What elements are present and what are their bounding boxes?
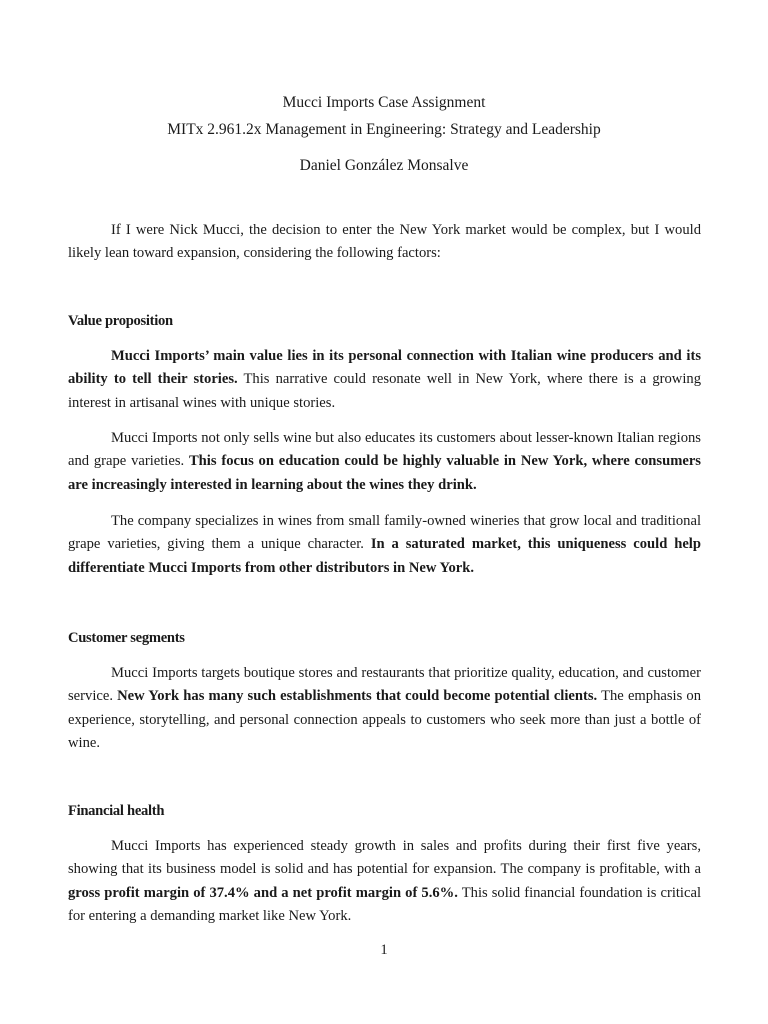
emphasis-text: This focus on education could be highly valuable in New York, where consumers are increasingly interested in learning about the wines they drink. — [68, 453, 701, 493]
paragraph-text: Mucci Imports has experienced steady growth in sales and profits during their first five years, showing that its business model is solid and has potential for expansion. The company is profitable, with a — [68, 838, 701, 878]
course-name: MITx 2.961.2x Management in Engineering: Strategy and Leadership — [167, 121, 601, 138]
customer-segments-paragraph — [68, 662, 701, 756]
document-title: Mucci Imports Case Assignment — [282, 94, 486, 111]
section-heading-financial-health: Financial health — [68, 803, 165, 819]
paragraph-text: This solid financial foundation is critical for entering a demanding market like New York. — [68, 884, 701, 925]
section-heading-value-proposition: Value proposition — [68, 313, 173, 329]
paragraph-text: This narrative could resonate well in New York, where there is a growing interest in artisanal wines with unique stories. — [68, 371, 701, 411]
page-number: 1 — [380, 942, 388, 958]
section-heading-customer-segments: Customer segments — [68, 630, 185, 646]
emphasis-text: New York has many such establishments that could become potential clients. — [117, 688, 598, 705]
intro-text: If I were Nick Mucci, the decision to enter the New York market would be complex, but I would likely lean toward expansion, considering the following factors: — [68, 222, 701, 262]
value-proposition-paragraph-1 — [68, 345, 701, 415]
emphasis-text: Mucci Imports’ main value lies in its personal connection with Italian wine producers and its ability to tell their stories. — [68, 348, 701, 388]
intro-paragraph — [68, 219, 701, 266]
paragraph-text: Mucci Imports not only sells wine but also educates its customers about lesser-known Italian regions and grape varieties. — [68, 430, 701, 470]
paragraph-text: The emphasis on experience, storytelling, and personal connection appeals to customers who seek more than just a bottle of wine. — [68, 688, 702, 752]
emphasis-text: In a saturated market, this uniqueness could help differentiate Mucci Imports from other distributors in New York. — [68, 536, 701, 576]
paragraph-text: Mucci Imports targets boutique stores and restaurants that prioritize quality, education, and customer service. — [68, 665, 701, 705]
emphasis-text: gross profit margin of 37.4% and a net profit margin of 5.6%. — [68, 884, 458, 901]
value-proposition-paragraph-3 — [68, 510, 701, 580]
value-proposition-paragraph-2 — [68, 427, 701, 497]
financial-health-paragraph — [68, 835, 701, 929]
paragraph-text: The company specializes in wines from small family-owned wineries that grow local and traditional grape varieties, giving them a unique character. — [68, 513, 701, 553]
author-name: Daniel González Monsalve — [299, 157, 469, 174]
